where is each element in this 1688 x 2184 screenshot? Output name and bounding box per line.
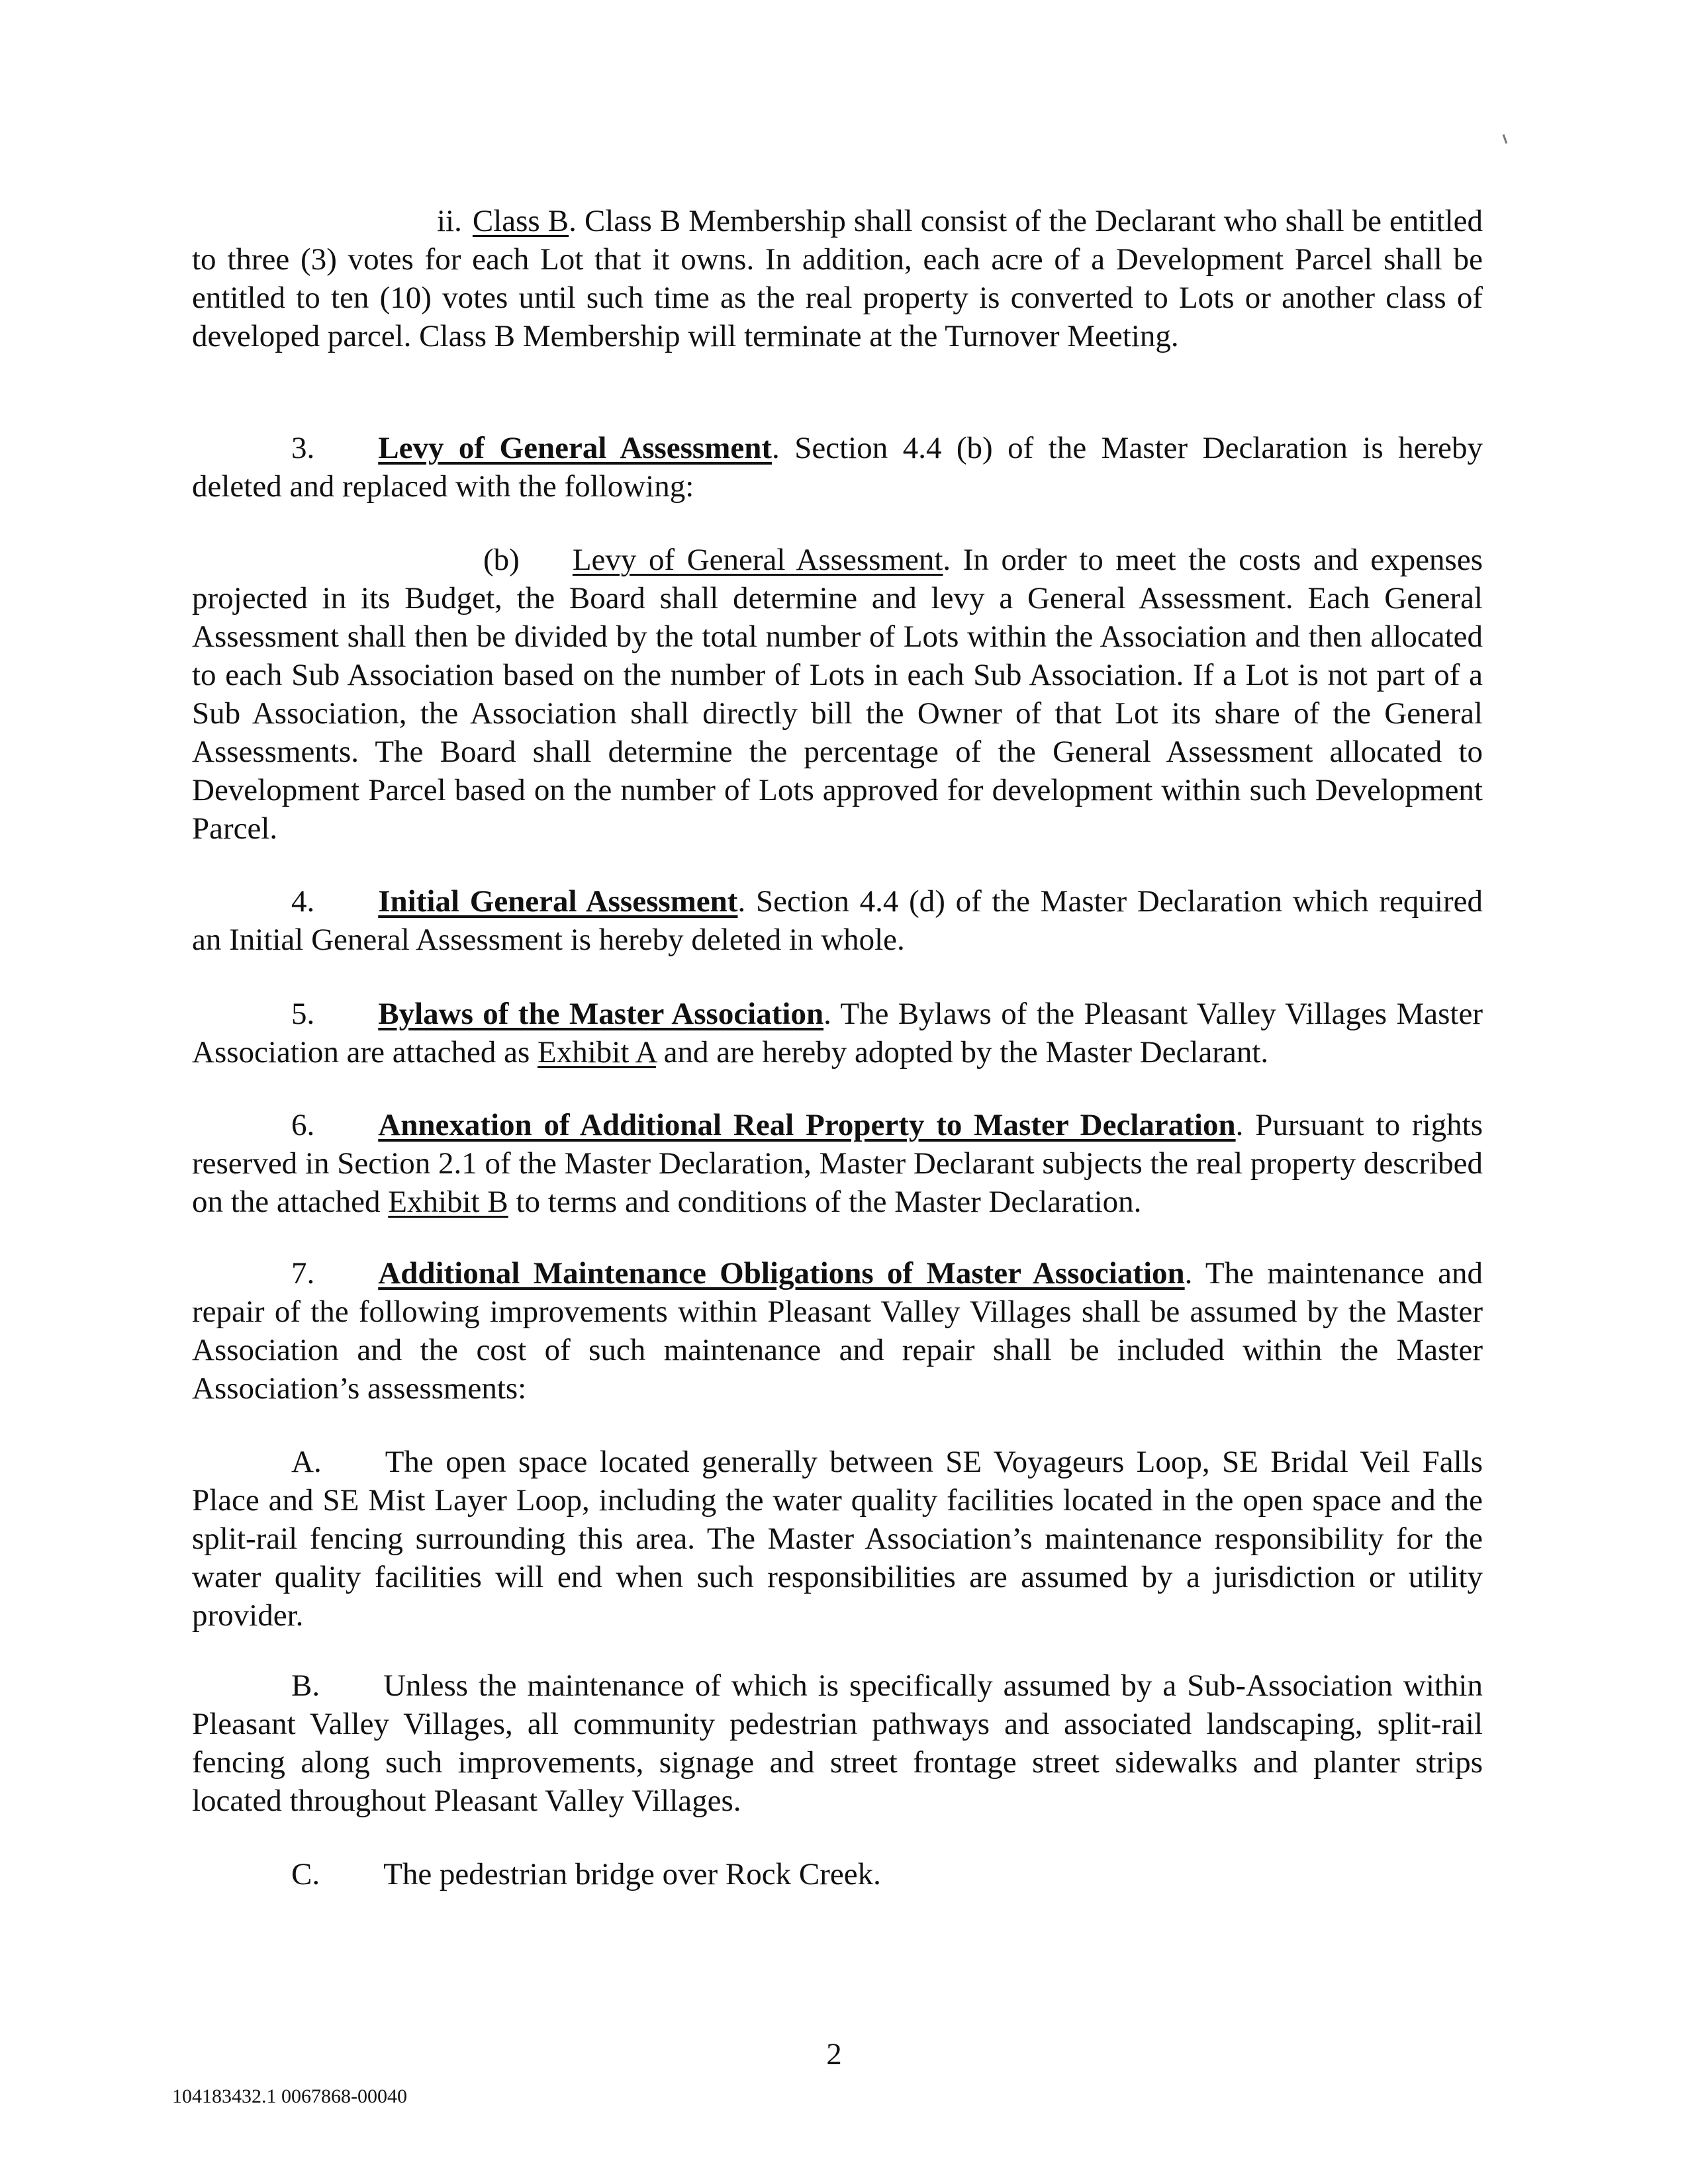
section-5-heading: Bylaws of the Master Association [378, 997, 824, 1031]
section-3b-paragraph [192, 541, 1483, 848]
section-5-paragraph [192, 995, 1483, 1071]
section-6-text-a: . Pursuant to rights reserved in Section 2.1 of the Master Declaration, Master Declarant subjects the real property described on the attached [192, 1108, 1483, 1219]
section-3-number: 3. [291, 431, 315, 465]
item-c-paragraph [192, 1855, 1483, 1893]
section-7-number: 7. [291, 1256, 315, 1291]
class-b-marker: ii. [437, 204, 462, 238]
exhibit-a-reference: Exhibit A [538, 1035, 656, 1069]
section-3b-heading: Levy of General Assessment [572, 543, 943, 577]
section-6-text-b: to terms and conditions of the Master Declaration. [508, 1185, 1142, 1219]
item-a-marker: A. [291, 1445, 322, 1479]
section-7-text: . The maintenance and repair of the following improvements within Pleasant Valley Villages shall be assumed by the Master Association and the cost of such maintenance and repair shall be included within the Master Association’s assessments: [192, 1256, 1483, 1406]
item-a-text: The open space located generally between SE Voyageurs Loop, SE Bridal Veil Falls Place and SE Mist Layer Loop, including the water quality facilities located in the open space and the split-rail fencing surrounding this area. The Master Association’s maintenance responsibility for the water quality facilities will end when such responsibilities are assumed by a jurisdiction or utility provider. [192, 1445, 1483, 1633]
section-5-text-b: and are hereby adopted by the Master Declarant. [655, 1035, 1269, 1069]
item-b-text: Unless the maintenance of which is specifically assumed by a Sub-Association within Pleasant Valley Villages, all community pedestrian pathways and associated landscaping, split-rail fencing along such improvements, signage and street frontage street sidewalks and planter strips located throughout Pleasant Valley Villages. [192, 1668, 1483, 1818]
section-6-paragraph [192, 1106, 1483, 1221]
section-3-paragraph [192, 429, 1483, 506]
item-c-marker: C. [291, 1857, 320, 1891]
section-3b-marker: (b) [483, 543, 520, 577]
section-7-heading: Additional Maintenance Obligations of Master Association [378, 1256, 1185, 1291]
section-4-number: 4. [291, 884, 315, 919]
section-5-text-a: . The Bylaws of the Pleasant Valley Villages Master Association are attached as [192, 997, 1483, 1069]
section-4-paragraph [192, 882, 1483, 959]
page-number: 2 [826, 2037, 842, 2071]
section-5-number: 5. [291, 997, 315, 1031]
section-6-number: 6. [291, 1108, 315, 1142]
section-4-text: . Section 4.4 (d) of the Master Declaration which required an Initial General Assessment is hereby deleted in whole. [192, 884, 1483, 957]
item-a-paragraph [192, 1443, 1483, 1635]
section-7-paragraph [192, 1254, 1483, 1408]
section-3-text: . Section 4.4 (b) of the Master Declaration is hereby deleted and replaced with the following: [192, 431, 1483, 504]
class-b-text: . Class B Membership shall consist of the Declarant who shall be entitled to three (3) votes for each Lot that it owns. In addition, each acre of a Development Parcel shall be entitled to ten (10) votes until such time as the real property is converted to Lots or another class of developed parcel. Class B Membership will terminate at the Turnover Meeting. [192, 204, 1483, 353]
document-id-footer: 104183432.1 0067868-00040 [172, 2085, 407, 2107]
section-4-heading: Initial General Assessment [378, 884, 738, 919]
item-c-text: The pedestrian bridge over Rock Creek. [383, 1857, 881, 1891]
exhibit-b-reference: Exhibit B [388, 1185, 508, 1219]
section-6-heading: Annexation of Additional Real Property to Master Declaration [378, 1108, 1236, 1142]
class-b-paragraph [192, 202, 1483, 355]
class-b-heading: Class B [472, 204, 569, 238]
section-3-heading: Levy of General Assessment [378, 431, 773, 465]
section-3b-text: . In order to meet the costs and expenses projected in its Budget, the Board shall determine and levy a General Assessment. Each General Assessment shall then be divided by the total number of Lots within the Association and then allocated to each Sub Association based on the number of Lots in each Sub Association. If a Lot is not part of a Sub Association, the Association shall directly bill the Owner of that Lot its share of the General Assessments. The Board shall determine the percentage of the General Assessment allocated to Development Parcel based on the number of Lots approved for development within such Development Parcel. [192, 543, 1483, 846]
item-b-marker: B. [291, 1668, 320, 1703]
scan-mark [1503, 134, 1508, 144]
item-b-paragraph [192, 1666, 1483, 1820]
